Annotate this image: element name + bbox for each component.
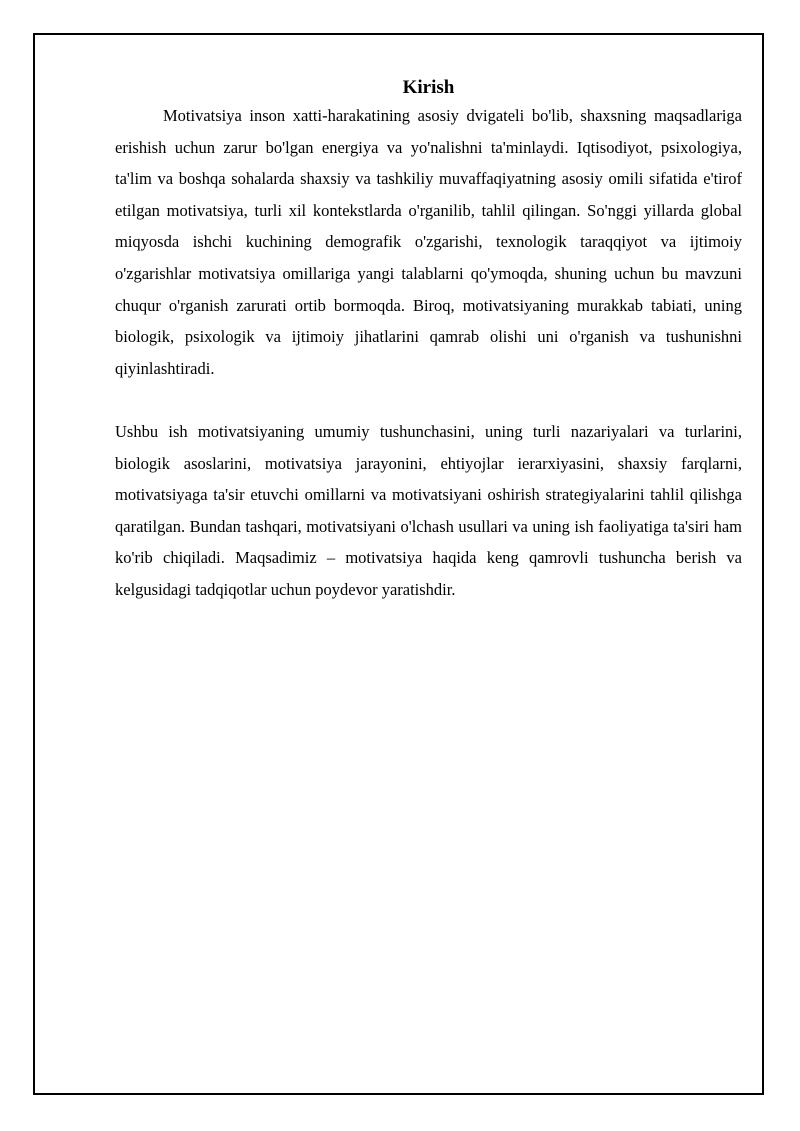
paragraph-spacer (115, 384, 742, 416)
document-title: Kirish (402, 77, 455, 98)
document-body (115, 76, 742, 606)
paragraph-scope: Ushbu ish motivatsiyaning umumiy tushunchasini, uning turli nazariyalari va turlarini, biologik asoslarini, motivatsiya jarayonini, ehtiyojlar ierarxiyasini, shaxsiy farqlarni, motivatsiyaga ta'sir etuvchi omillarni va motivatsiyani oshirish strategiyalarini tahlil qilishga qaratilgan. Bundan tashqari, motivatsiyani o'lchash usullari va uning ish faoliyatiga ta'siri ham ko'rib chiqiladi. Maqsadimiz – motivatsiya haqida keng qamrovli tushuncha berish va kelgusidagi tadqiqotlar uchun poydevor yaratishdir. (115, 421, 742, 599)
paragraph-intro: Motivatsiya inson xatti-harakatining asosiy dvigateli bo'lib, shaxsning maqsadlariga erishish uchun zarur bo'lgan energiya va yo'nalishni ta'minlaydi. Iqtisodiyot, psixologiya, ta'lim va boshqa sohalarda shaxsiy va tashkiliy muvaffaqiyatning asosiy omili sifatida e'tirof etilgan motivatsiya, turli xil kontekstlarda o'rganilib, tahlil qilingan. So'nggi yillarda global miqyosda ishchi kuchining demografik o'zgarishi, texnologik taraqqiyot va ijtimoiy o'zgarishlar motivatsiya omillariga yangi talablarni qo'ymoqda, shuning uchun bu mavzuni chuqur o'rganish zarurati ortib bormoqda. Biroq, motivatsiyaning murakkab tabiati, uning biologik, psixologik va ijtimoiy jihatlarini qamrab olishi uni o'rganish va tushunishni qiyinlashtiradi. (115, 106, 742, 378)
